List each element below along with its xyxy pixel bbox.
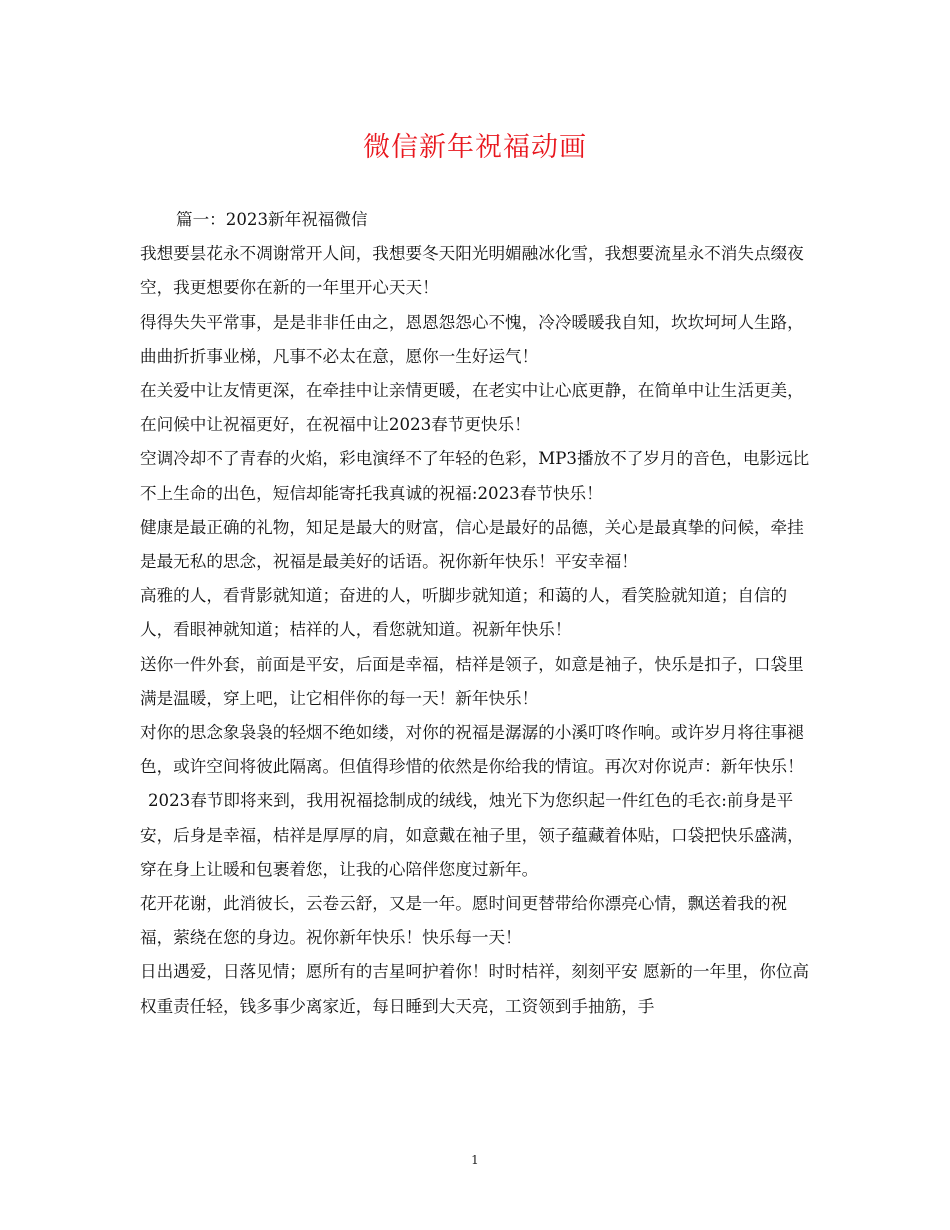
paragraph-9: 2023春节即将来到，我用祝福捻制成的绒线，烛光下为您织起一件红色的毛衣:前身是平安，后身是幸福，桔祥是厚厚的肩，如意戴在袖子里，领子蕴藏着体贴，口袋把快乐盛满，穿在身上让暖和包裹着您，让我的心陪伴您度过新年。: [140, 791, 804, 879]
document-title: 微信新年祝福动画: [363, 132, 587, 163]
paragraph-8: 对你的思念象袅袅的轻烟不绝如缕，对你的祝福是潺潺的小溪叮咚作响。或许岁月将往事褪色，或许空间将彼此隔离。但值得珍惜的依然是你给我的情谊。再次对你说声：新年快乐！: [140, 723, 804, 777]
paragraph-7: 送你一件外套，前面是平安，后面是幸福，桔祥是领子，如意是袖子，快乐是扣子，口袋里满是温暖，穿上吧，让它相伴你的每一天！新年快乐！: [140, 654, 804, 708]
paragraph-5: 健康是最正确的礼物，知足是最大的财富，信心是最好的品德，关心是最真挚的问候，牵挂是最无私的思念，祝福是最美好的话语。祝你新年快乐！平安幸福！: [140, 517, 804, 572]
paragraph-11: 日出遇爱，日落见情；愿所有的吉星呵护着你！时时桔祥，刻刻平安 愿新的一年里，你位高权重责任轻，钱多事少离家近，每日睡到大天亮，工资领到手抽筋，手: [140, 962, 810, 1016]
paragraph-1: 我想要昙花永不凋谢常开人间，我想要冬天阳光明媚融冰化雪，我想要流星永不消失点缀夜空，我更想要你在新的一年里开心天天！: [140, 244, 804, 298]
paragraph-4: 空调冷却不了青春的火焰，彩电演绎不了年轻的色彩，MP3播放不了岁月的音色，电影远比不上生命的出色，短信却能寄托我真诚的祝福:2023春节快乐！: [140, 449, 810, 503]
paragraph-2: 得得失失平常事，是是非非任由之，恩恩怨怨心不愧，冷冷暖暖我自知，坎坎坷坷人生路，曲曲折折事业梯，凡事不必太在意，愿你一生好运气！: [140, 312, 804, 366]
paragraph-10: 花开花谢，此消彼长，云卷云舒，又是一年。愿时间更替带给你漂亮心情，飘送着我的祝福，萦绕在您的身边。祝你新年快乐！快乐每一天！: [140, 894, 788, 948]
document-body: [140, 203, 812, 1024]
paragraph-3: 在关爱中让友情更深，在牵挂中让亲情更暖，在老实中让心底更静，在简单中让生活更美，在问候中让祝福更好，在祝福中让2023春节更快乐！: [140, 381, 804, 435]
section-heading: 篇一：2023新年祝福微信: [176, 210, 368, 229]
page-number: 1: [471, 1153, 479, 1167]
paragraph-6: 高雅的人，看背影就知道；奋进的人，听脚步就知道；和蔼的人，看笑脸就知道；自信的人，看眼神就知道；桔祥的人，看您就知道。祝新年快乐！: [140, 586, 788, 640]
